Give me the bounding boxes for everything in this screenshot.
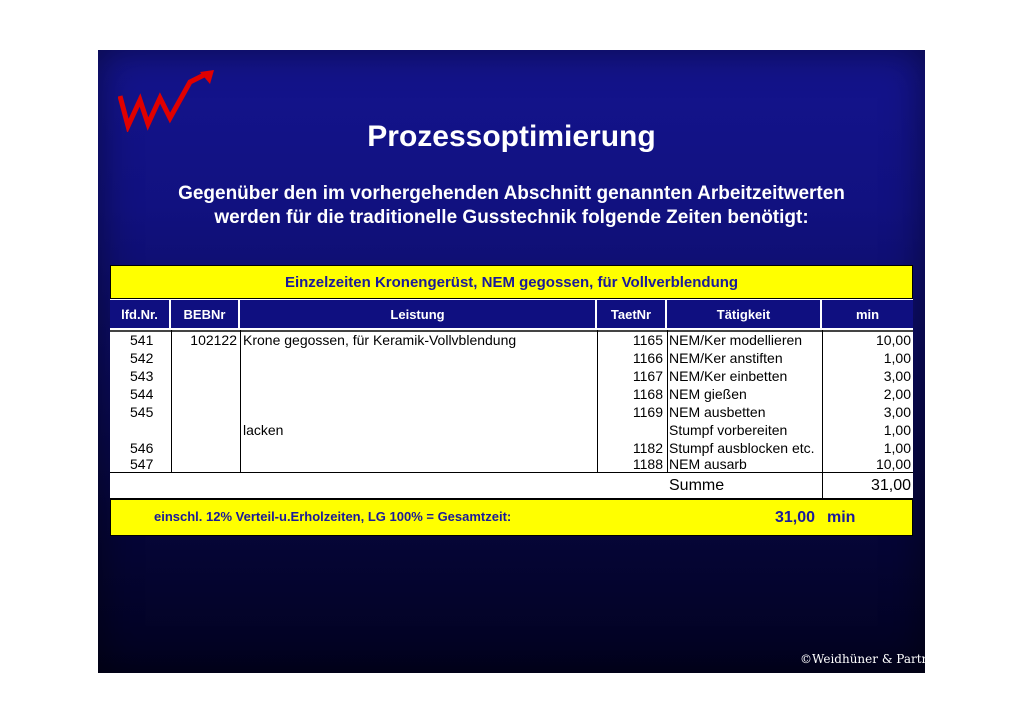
table-heading: Einzelzeiten Kronengerüst, NEM gegossen, für Vollverblendung [110, 265, 913, 299]
table-row [110, 331, 913, 349]
cell-taetnr: 1168 [632, 386, 663, 402]
cell-taetigkeit: NEM/Ker modellieren [669, 332, 803, 348]
cell-min: 10,00 [875, 456, 911, 472]
column-header-taetnr: TaetNr [597, 300, 667, 328]
column-header-bebnr: BEBNr [171, 300, 240, 328]
cell-taetigkeit: Stumpf vorbereiten [669, 422, 788, 438]
cell-lfd: 541 [130, 332, 154, 348]
cell-taetnr: 1169 [632, 404, 663, 420]
sum-label: Summe [669, 477, 725, 494]
table-row [110, 385, 913, 403]
cell-taetnr: 1182 [632, 440, 663, 456]
sum-value: 31,00 [870, 477, 911, 494]
subtitle-line-1: Gegenüber den im vorhergehenden Abschnitt genannten Arbeitzeitwerten [178, 183, 845, 204]
cell-taetigkeit: NEM/Ker anstiften [669, 350, 783, 366]
table-row [110, 367, 913, 385]
cell-leistung: Krone gegossen, für Keramik-Vollvblendung [243, 332, 517, 348]
cell-lfd: 547 [130, 456, 154, 472]
table-row [110, 349, 913, 367]
cell-lfd: 542 [130, 350, 154, 366]
total-time-unit: min [827, 509, 856, 526]
sum-row [110, 473, 913, 499]
copyright-notice: ©Weidhüner & Partner [800, 652, 943, 666]
table-row [110, 421, 913, 439]
cell-min: 1,00 [883, 350, 911, 366]
total-time-label: einschl. 12% Verteil-u.Erholzeiten, LG 100% = Gesamtzeit: [154, 509, 512, 524]
column-divider [822, 473, 823, 499]
cell-taetigkeit: NEM gießen [669, 386, 747, 402]
cell-min: 10,00 [875, 332, 911, 348]
cell-min: 1,00 [883, 440, 911, 456]
slide-subtitle [98, 182, 925, 230]
time-table [110, 265, 913, 536]
subtitle-line-2: werden für die traditionelle Gusstechnik folgende Zeiten benötigt: [214, 207, 809, 228]
table-row [110, 455, 913, 473]
cell-taetigkeit: NEM/Ker einbetten [669, 368, 788, 384]
cell-lfd: 546 [130, 440, 154, 456]
total-time-value: 31,00 [775, 509, 816, 526]
column-header-min: min [822, 300, 913, 328]
cell-taetigkeit: NEM ausarb [669, 456, 747, 472]
cell-min: 3,00 [883, 404, 911, 420]
cell-min: 2,00 [883, 386, 911, 402]
cell-taetnr: 1166 [632, 350, 663, 366]
slide-title: Prozessoptimierung [367, 120, 656, 153]
cell-taetnr: 1167 [632, 368, 663, 384]
cell-lfd: 543 [130, 368, 154, 384]
column-header-lfd: lfd.Nr. [110, 300, 171, 328]
cell-min: 1,00 [883, 422, 911, 438]
cell-lfd: 544 [130, 386, 154, 402]
cell-min: 3,00 [883, 368, 911, 384]
total-time-bar [110, 499, 913, 536]
cell-taetigkeit: Stumpf ausblocken etc. [669, 440, 815, 456]
cell-taetnr: 1188 [632, 456, 663, 472]
cell-taetnr: 1165 [632, 332, 663, 348]
cell-taetigkeit: NEM ausbetten [669, 404, 766, 420]
cell-lfd: 545 [130, 404, 154, 420]
column-header-taetigkeit: Tätigkeit [667, 300, 822, 328]
table-row [110, 403, 913, 421]
column-header-leistung: Leistung [240, 300, 597, 328]
cell-leistung: lacken [243, 422, 284, 438]
cell-bebnr: 102122 [190, 332, 237, 348]
